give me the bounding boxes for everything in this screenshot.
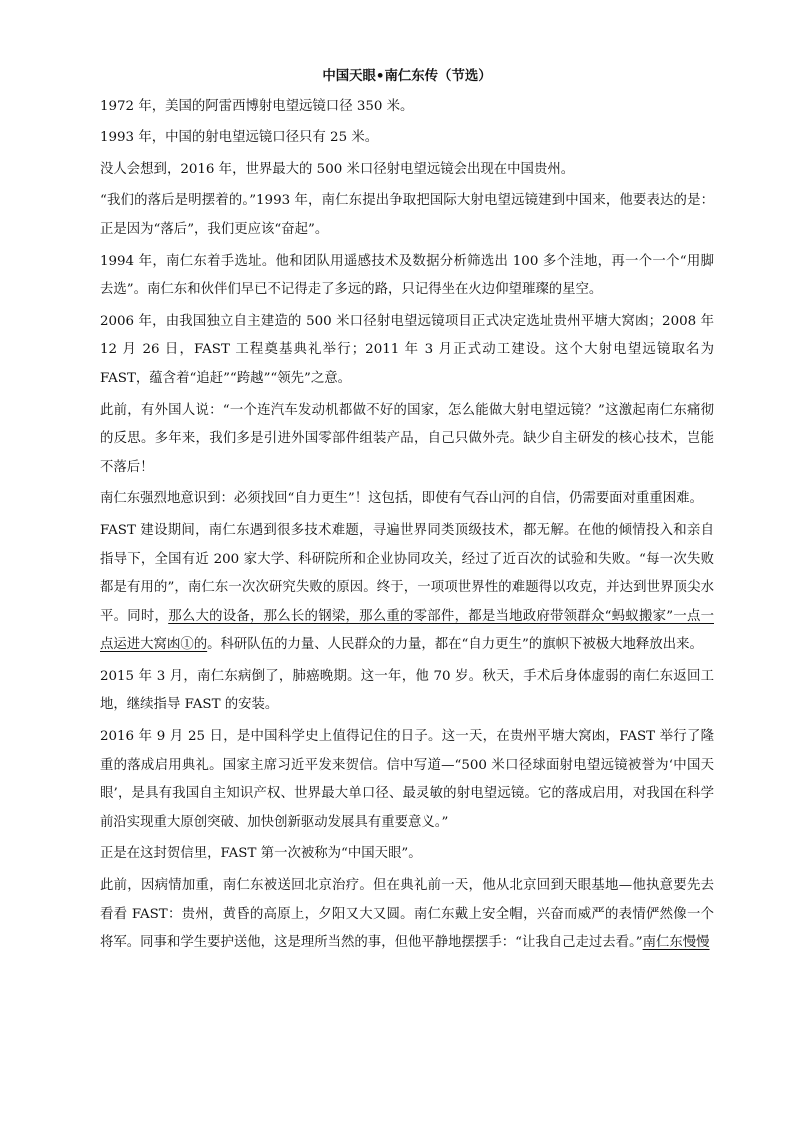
paragraph-13-text-a: 此前，因病情加重，南仁东被送回北京治疗。但在典礼前一天，他从北京回到天眼基地—他执意要先去看看 FAST：贵州，黄昏的高原上，夕阳又大又圆。南仁东戴上安全帽，兴奋而威严的表情俨然像一个将军。同事和学生要护送他，这是理所当然的事，但他平静地摆摆手：“让我自己走过去看。” xyxy=(100,878,714,951)
document-title: 中国天眼•南仁东传（节选） xyxy=(322,68,492,84)
document-page xyxy=(100,62,714,961)
paragraph-11: 2016 年 9 月 25 日，是中国科学史上值得记住的日子。这一天，在贵州平塘大窝凼，FAST 举行了隆重的落成启用典礼。国家主席习近平发来贺信。信中写道—“500 米口径球面射电望远镜被誉为‘中国天眼’，是具有我国自主知识产权、世界最大单口径、最灵敏的射电望远镜。它的落成启用，对我国在科学前沿实现重大原创突破、加快创新驱动发展具有重要意义。” xyxy=(100,729,714,830)
paragraph-13 xyxy=(100,872,714,958)
paragraph-9-underlined-sentence: 那么大的设备，那么长的钢梁，那么重的零部件，都是当地政府带领群众“蚂蚁搬家”一点一点运进大窝凼①的 xyxy=(100,608,714,653)
paragraph-5: 1994 年，南仁东着手选址。他和团队用遥感技术及数据分析筛选出 100 多个洼地，再一个一个“用脚去选”。南仁东和伙伴们早已不记得走了多远的路，只记得坐在火边仰望璀璨的星空。 xyxy=(100,253,714,298)
paragraph-12: 正是在这封贺信里，FAST 第一次被称为“中国天眼”。 xyxy=(100,846,422,862)
paragraph-6: 2006 年，由我国独立自主建造的 500 米口径射电望远镜项目正式决定选址贵州平塘大窝凼；2008 年 12 月 26 日，FAST 工程奠基典礼举行；2011 年 3 月正式动工建设。这个大射电望远镜取名为 FAST，蕴含着“追赶”“跨越”“领先”之意。 xyxy=(100,313,714,386)
paragraph-1: 1972 年，美国的阿雷西博射电望远镜口径 350 米。 xyxy=(100,98,414,114)
paragraph-9-text-a: FAST 建设期间，南仁东遇到很多技术难题，寻遍世界同类顶级技术，都无解。在他的倾情投入和亲自指导下，全国有近 200 家大学、科研院所和企业协同攻关，经过了近百次的试验和失败。“每一次失败都是有用的”，南仁东一次次研究失败的原因。终于，一项项世界性的难题得以攻克，并达到世界顶尖水平。同时， xyxy=(100,522,714,624)
paragraph-4: “我们的落后是明摆着的。”1993 年，南仁东提出争取把国际大射电望远镜建到中国来，他要表达的是：正是因为“落后”，我们更应该“奋起”。 xyxy=(100,193,714,237)
paragraph-9-text-b: 。科研队伍的力量、人民群众的力量，都在“自力更生”的旗帜下被极大地释放出来。 xyxy=(207,637,703,653)
paragraph-10: 2015 年 3 月，南仁东病倒了，肺癌晚期。这一年，他 70 岁。秋天，手术后身体虚弱的南仁东返回工地，继续指导 FAST 的安装。 xyxy=(100,668,714,713)
paragraph-2: 1993 年，中国的射电望远镜口径只有 25 米。 xyxy=(100,130,379,146)
paragraph-13-underlined-text: 南仁东慢慢 xyxy=(642,935,710,951)
paragraph-8: 南仁东强烈地意识到：必须找回“自力更生”！这包括，即使有气吞山河的自信，仍需要面对重重困难。 xyxy=(100,491,703,507)
paragraph-3: 没人会想到，2016 年，世界最大的 500 米口径射电望远镜会出现在中国贵州。 xyxy=(100,161,575,177)
paragraph-7: 此前，有外国人说：“一个连汽车发动机都做不好的国家，怎么能做大射电望远镜？”这激起南仁东痛彻的反思。多年来，我们多是引进外国零部件组装产品，自己只做外壳。缺少自主研发的核心技术，岂能不落后！ xyxy=(100,402,714,475)
paragraph-9 xyxy=(100,517,714,660)
